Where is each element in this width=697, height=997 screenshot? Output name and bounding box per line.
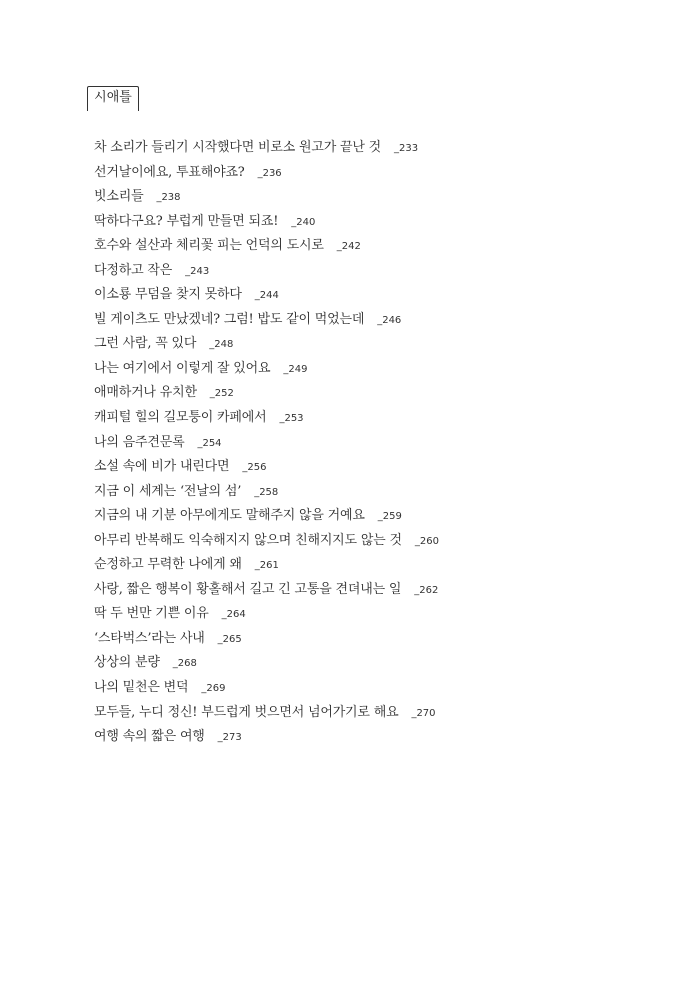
toc-entry-page-number: _240 (291, 216, 316, 228)
toc-entry (94, 651, 439, 676)
toc-entry-page-number: _246 (377, 314, 402, 326)
toc-entry-title: 이소룡 무덤을 찾지 못하다 (94, 287, 242, 303)
toc-entry-page-number: _273 (217, 732, 242, 744)
toc-entry (94, 210, 439, 235)
toc-entry (94, 627, 439, 652)
table-of-contents (94, 136, 439, 750)
toc-entry-title: 빌 게이츠도 만났겠네? 그럼! 밥도 같이 먹었는데 (94, 311, 365, 327)
toc-entry-title: 상상의 분량 (94, 655, 160, 671)
toc-entry-title: 지금 이 세계는 ‘전날의 섬’ (94, 483, 242, 499)
toc-entry-page-number: _233 (394, 143, 419, 154)
toc-entry-title: 딱 두 번만 기쁜 이유 (94, 606, 209, 622)
toc-entry (94, 161, 439, 186)
toc-entry (94, 725, 439, 750)
toc-entry-title: 여행 속의 짧은 여행 (94, 729, 205, 745)
toc-entry-page-number: _259 (377, 511, 402, 523)
toc-entry (94, 578, 439, 603)
toc-entry-page-number: _244 (254, 290, 279, 302)
toc-entry (94, 455, 439, 480)
toc-entry (94, 234, 439, 259)
toc-entry-page-number: _268 (172, 658, 197, 670)
toc-entry-page-number: _252 (209, 388, 234, 400)
toc-entry (94, 308, 439, 333)
toc-entry-title: 차 소리가 들리기 시작했다면 비로소 원고가 끝난 것 (94, 140, 382, 155)
toc-entry-title: 다정하고 작은 (94, 262, 173, 278)
toc-entry-title: 빗소리들 (94, 189, 144, 205)
toc-entry-page-number: _270 (411, 707, 436, 719)
toc-entry (94, 602, 439, 627)
toc-entry-page-number: _238 (156, 192, 181, 204)
toc-entry (94, 381, 439, 406)
toc-entry-title: 소설 속에 비가 내린다면 (94, 459, 230, 475)
toc-entry-page-number: _242 (336, 241, 361, 253)
toc-entry (94, 480, 439, 505)
toc-entry-title: 선거날이에요, 투표해야죠? (94, 164, 245, 180)
toc-entry (94, 283, 439, 308)
toc-entry-page-number: _253 (279, 413, 304, 425)
toc-entry-page-number: _254 (197, 437, 222, 449)
toc-entry-title: 지금의 내 기분 아무에게도 말해주지 않을 거예요 (94, 508, 365, 524)
toc-entry (94, 136, 439, 161)
toc-entry-page-number: _258 (254, 486, 279, 498)
toc-entry-page-number: _264 (221, 609, 246, 621)
toc-entry-title: 나는 여기에서 이렇게 잘 있어요 (94, 360, 271, 376)
toc-entry-page-number: _262 (414, 584, 439, 596)
section-title: 시애틀 (87, 86, 139, 111)
toc-entry (94, 676, 439, 701)
toc-entry (94, 701, 439, 726)
toc-entry-page-number: _249 (283, 363, 308, 375)
toc-entry-title: 아무리 반복해도 익숙해지지 않으며 친해지지도 않는 것 (94, 532, 402, 548)
toc-entry-title: 모두들, 누디 정신! 부드럽게 벗으면서 넘어가기로 해요 (94, 704, 399, 720)
toc-entry-page-number: _248 (209, 339, 234, 351)
toc-entry-title: 나의 음주견문록 (94, 434, 185, 450)
toc-entry-title: 캐피털 힐의 길모퉁이 카페에서 (94, 410, 267, 426)
toc-entry-title: 딱하다구요? 부럽게 만들면 되죠! (94, 213, 279, 229)
toc-entry (94, 406, 439, 431)
toc-entry-title: 그런 사람, 꼭 있다 (94, 336, 197, 352)
toc-entry (94, 504, 439, 529)
toc-entry-page-number: _261 (254, 560, 279, 572)
toc-entry-title: 순정하고 무력한 나에게 왜 (94, 557, 242, 573)
toc-entry (94, 431, 439, 456)
toc-entry (94, 529, 439, 554)
toc-entry-page-number: _269 (201, 683, 226, 695)
toc-entry-page-number: _256 (242, 462, 267, 474)
toc-entry-page-number: _265 (217, 633, 242, 645)
toc-entry-page-number: _243 (185, 265, 210, 277)
toc-entry-page-number: _236 (257, 167, 282, 179)
toc-entry-title: ‘스타벅스’라는 사내 (94, 630, 205, 646)
toc-entry (94, 259, 439, 284)
toc-entry-title: 호수와 설산과 체리꽃 피는 언덕의 도시로 (94, 238, 324, 254)
toc-entry (94, 553, 439, 578)
toc-entry (94, 357, 439, 382)
toc-entry (94, 332, 439, 357)
toc-entry-title: 나의 밑천은 변덕 (94, 680, 189, 696)
toc-entry-title: 애매하거나 유치한 (94, 385, 197, 401)
toc-entry (94, 185, 439, 210)
toc-entry-title: 사랑, 짧은 행복이 황홀해서 길고 긴 고통을 견뎌내는 일 (94, 581, 402, 597)
toc-entry-page-number: _260 (414, 535, 439, 547)
